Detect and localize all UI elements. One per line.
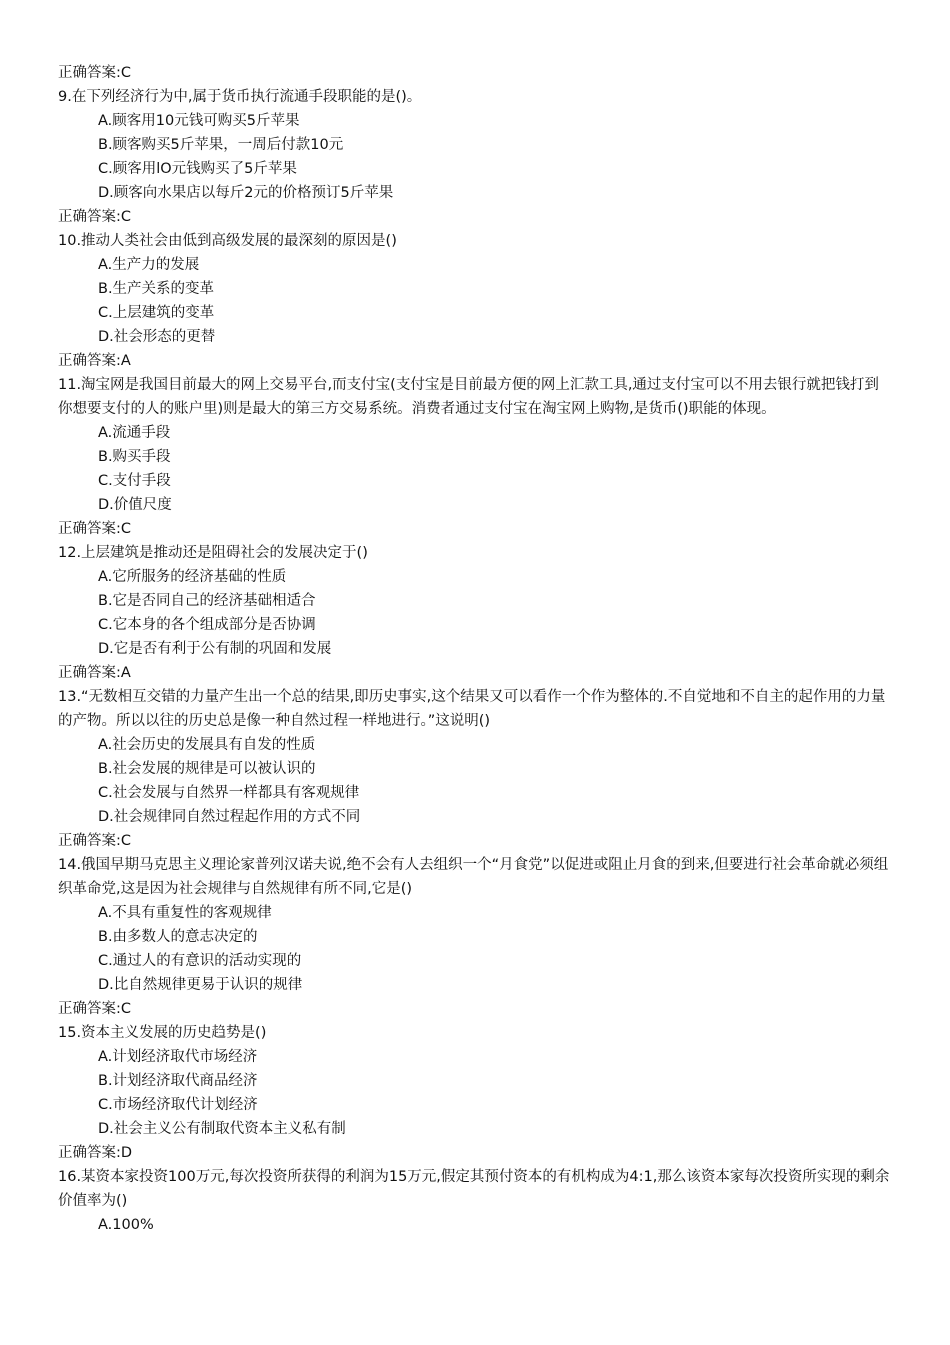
answer-option: C.支付手段	[98, 473, 171, 489]
answer-option: C.它本身的各个组成部分是否协调	[98, 617, 316, 633]
question-text: 13.“无数相互交错的力量产生出一个总的结果,即历史事实,这个结果又可以看作一个作为整体的.不自觉地和不自主的起作用的力量的产物。所以以往的历史总是像一种自然过程一样地进行。”这说明()	[58, 689, 886, 729]
answer-option: C.社会发展与自然界一样都具有客观规律	[98, 785, 360, 801]
question-text: 14.俄国早期马克思主义理论家普列汉诺夫说,绝不会有人去组织一个“月食党”以促进或阻止月食的到来,但要进行社会革命就必须组织革命党,这是因为社会规律与自然规律有所不同,它是()	[58, 857, 889, 897]
answer-option: D.它是否有利于公有制的巩固和发展	[98, 641, 332, 657]
answer-option: A.社会历史的发展具有自发的性质	[98, 737, 316, 753]
answer-option: B.生产关系的变革	[98, 281, 215, 297]
answer-option: B.由多数人的意志决定的	[98, 929, 258, 945]
answer-option: C.顾客用lO元钱购买了5斤苹果	[98, 161, 297, 177]
answer-option: B.顾客购买5斤苹果，一周后付款10元	[98, 137, 344, 153]
question-text: 11.淘宝网是我国目前最大的网上交易平台,而支付宝(支付宝是目前最方便的网上汇款工具,通过支付宝可以不用去银行就把钱打到你想要支付的人的账户里)则是最大的第三方交易系统。消费者通过支付宝在淘宝网上购物,是货币()职能的体现。	[58, 377, 879, 417]
correct-answer: 正确答案:A	[58, 353, 131, 369]
correct-answer: 正确答案:C	[58, 833, 132, 849]
answer-option: A.生产力的发展	[98, 257, 200, 273]
correct-answer: 正确答案:C	[58, 209, 132, 225]
correct-answer: 正确答案:C	[58, 65, 132, 81]
correct-answer: 正确答案:D	[58, 1145, 133, 1161]
answer-option: C.通过人的有意识的活动实现的	[98, 953, 302, 969]
answer-option: A.顾客用10元钱可购买5斤苹果	[98, 113, 300, 129]
answer-option: D.价值尺度	[98, 497, 172, 513]
question-text: 12.上层建筑是推动还是阻碍社会的发展决定于()	[58, 545, 368, 561]
correct-answer: 正确答案:C	[58, 1001, 132, 1017]
answer-option: D.社会主义公有制取代资本主义私有制	[98, 1121, 346, 1137]
question-text: 16.某资本家投资100万元,每次投资所获得的利润为15万元,假定其预付资本的有机构成为4:1,那么该资本家每次投资所实现的剩余价值率为()	[58, 1169, 890, 1209]
answer-option: A.不具有重复性的客观规律	[98, 905, 272, 921]
answer-option: B.它是否同自己的经济基础相适合	[98, 593, 316, 609]
answer-option: D.比自然规律更易于认识的规律	[98, 977, 303, 993]
question-text: 10.推动人类社会由低到高级发展的最深刻的原因是()	[58, 233, 397, 249]
answer-option: B.计划经济取代商品经济	[98, 1073, 258, 1089]
correct-answer: 正确答案:C	[58, 521, 132, 537]
answer-option: A.它所服务的经济基础的性质	[98, 569, 287, 585]
correct-answer: 正确答案:A	[58, 665, 131, 681]
answer-option: B.购买手段	[98, 449, 171, 465]
answer-option: D.顾客向水果店以每斤2元的价格预订5斤苹果	[98, 185, 394, 201]
answer-option: A.流通手段	[98, 425, 171, 441]
answer-option: D.社会形态的更替	[98, 329, 216, 345]
answer-option: A.100%	[98, 1217, 154, 1233]
answer-option: C.市场经济取代计划经济	[98, 1097, 258, 1113]
answer-option: D.社会规律同自然过程起作用的方式不同	[98, 809, 361, 825]
question-text: 15.资本主义发展的历史趋势是()	[58, 1025, 267, 1041]
answer-option: C.上层建筑的变革	[98, 305, 215, 321]
answer-option: A.计划经济取代市场经济	[98, 1049, 258, 1065]
answer-option: B.社会发展的规律是可以被认识的	[98, 761, 316, 777]
question-text: 9.在下列经济行为中,属于货币执行流通手段职能的是()。	[58, 89, 422, 105]
exam-document	[58, 61, 890, 1237]
